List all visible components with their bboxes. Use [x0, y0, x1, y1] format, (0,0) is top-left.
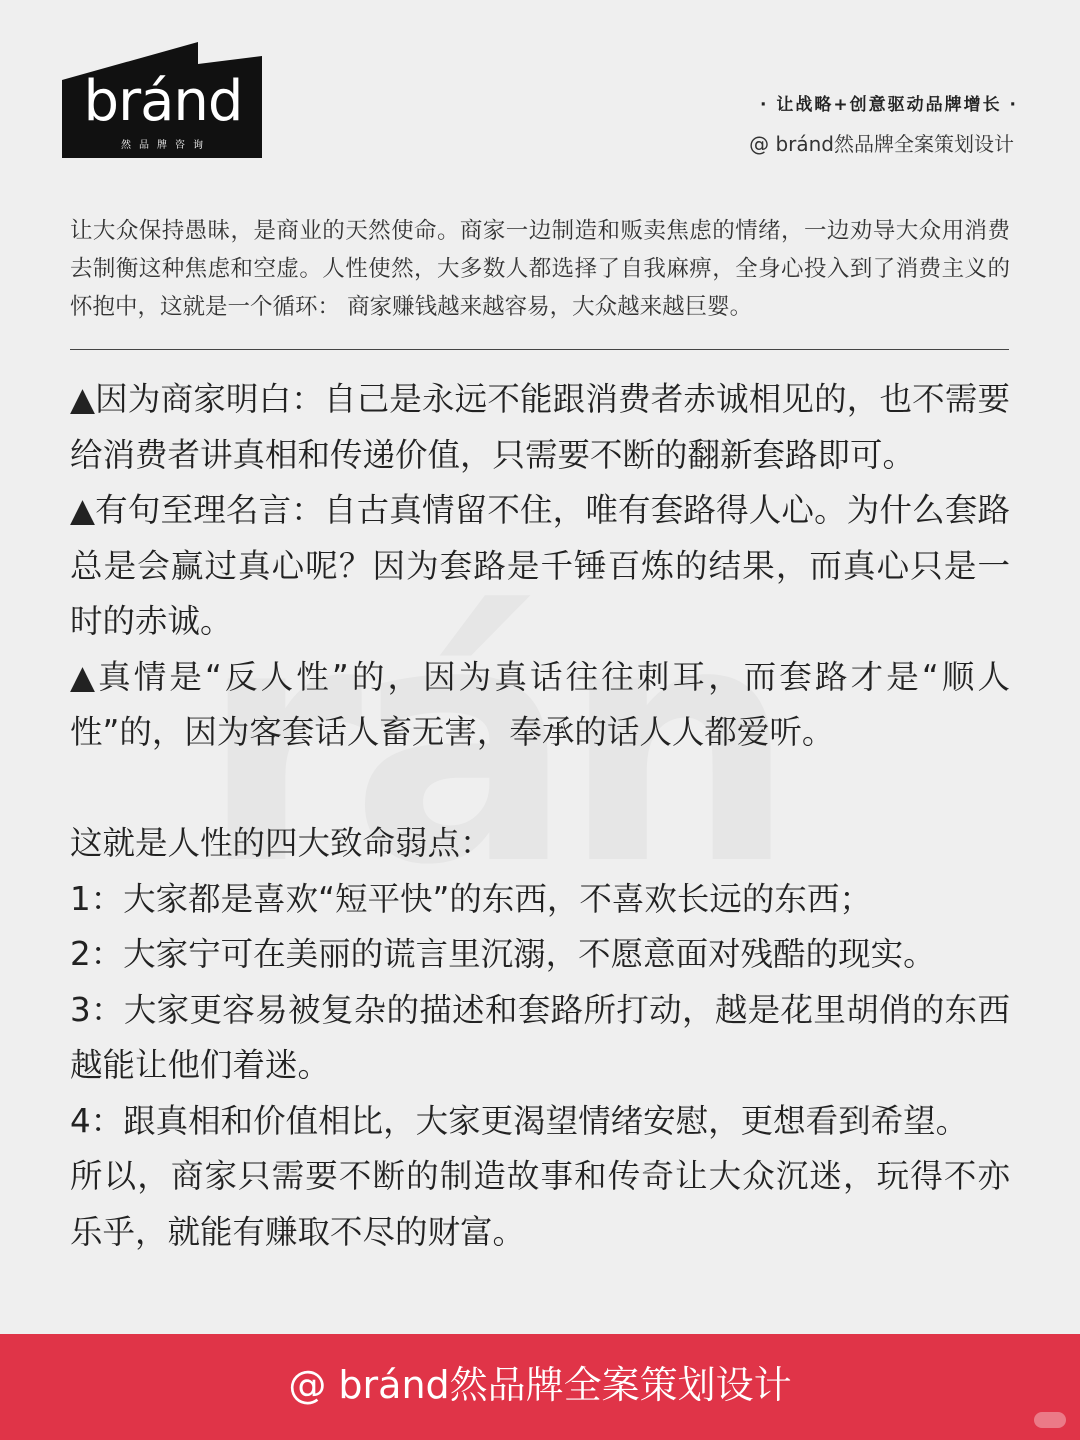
weakness-item: 2：大家宁可在美丽的谎言里沉溺，不愿意面对残酷的现实。 — [70, 935, 936, 973]
point-paragraph: ▲真情是“反人性”的，因为真话往往刺耳，而套路才是“顺人性”的，因为客套话人畜无害，奉承的话人人都爱听。 — [70, 657, 1010, 751]
weaknesses-heading: 这就是人性的四大致命弱点： — [70, 824, 493, 862]
intro-paragraph: 让大众保持愚昧，是商业的天然使命。商家一边制造和贩卖焦虑的情绪，一边劝导大众用消费去制衡这种焦虑和空虚。人性使然，大多数人都选择了自我麻痹，全身心投入到了消费主义的怀抱中，这就是一个循环： 商家赚钱越来越容易，大众越来越巨婴。 — [70, 218, 1010, 320]
weakness-item: 1：大家都是喜欢“短平快”的东西，不喜欢长远的东西； — [70, 879, 872, 918]
weakness-item: 4：跟真相和价值相比，大家更渴望情绪安慰，更想看到希望。 — [70, 1101, 969, 1140]
footer-banner — [0, 1334, 1080, 1440]
spacer — [70, 761, 1010, 817]
header-handle: @ bránd然品牌全案策划设计 — [749, 132, 1014, 156]
main-content — [70, 372, 1010, 1260]
point-paragraph: ▲因为商家明白：自己是永远不能跟消费者赤诚相见的，也不需要给消费者讲真相和传递价值，只需要不断的翻新套路即可。 — [70, 380, 1010, 474]
footer-handle: @ bránd然品牌全案策划设计 — [288, 1363, 792, 1407]
corner-watermark — [1034, 1412, 1066, 1428]
point-paragraph: ▲有句至理名言：自古真情留不住，唯有套路得人心。为什么套路总是会赢过真心呢？因为套路是千锤百炼的结果，而真心只是一时的赤诚。 — [70, 491, 1010, 640]
logo-subtitle: 然品牌咨询 — [121, 140, 211, 151]
brand-logo — [62, 42, 264, 158]
header-slogan: · 让战略+创意驱动品牌增长 · — [760, 95, 1018, 115]
conclusion-paragraph: 所以，商家只需要不断的制造故事和传奇让大众沉迷，玩得不亦乐乎，就能有赚取不尽的财富。 — [70, 1157, 1010, 1251]
logo-wordmark: bránd — [83, 69, 243, 134]
section-divider — [70, 349, 1009, 350]
weakness-item: 3：大家更容易被复杂的描述和套路所打动，越是花里胡俏的东西越能让他们着迷。 — [70, 990, 1010, 1084]
